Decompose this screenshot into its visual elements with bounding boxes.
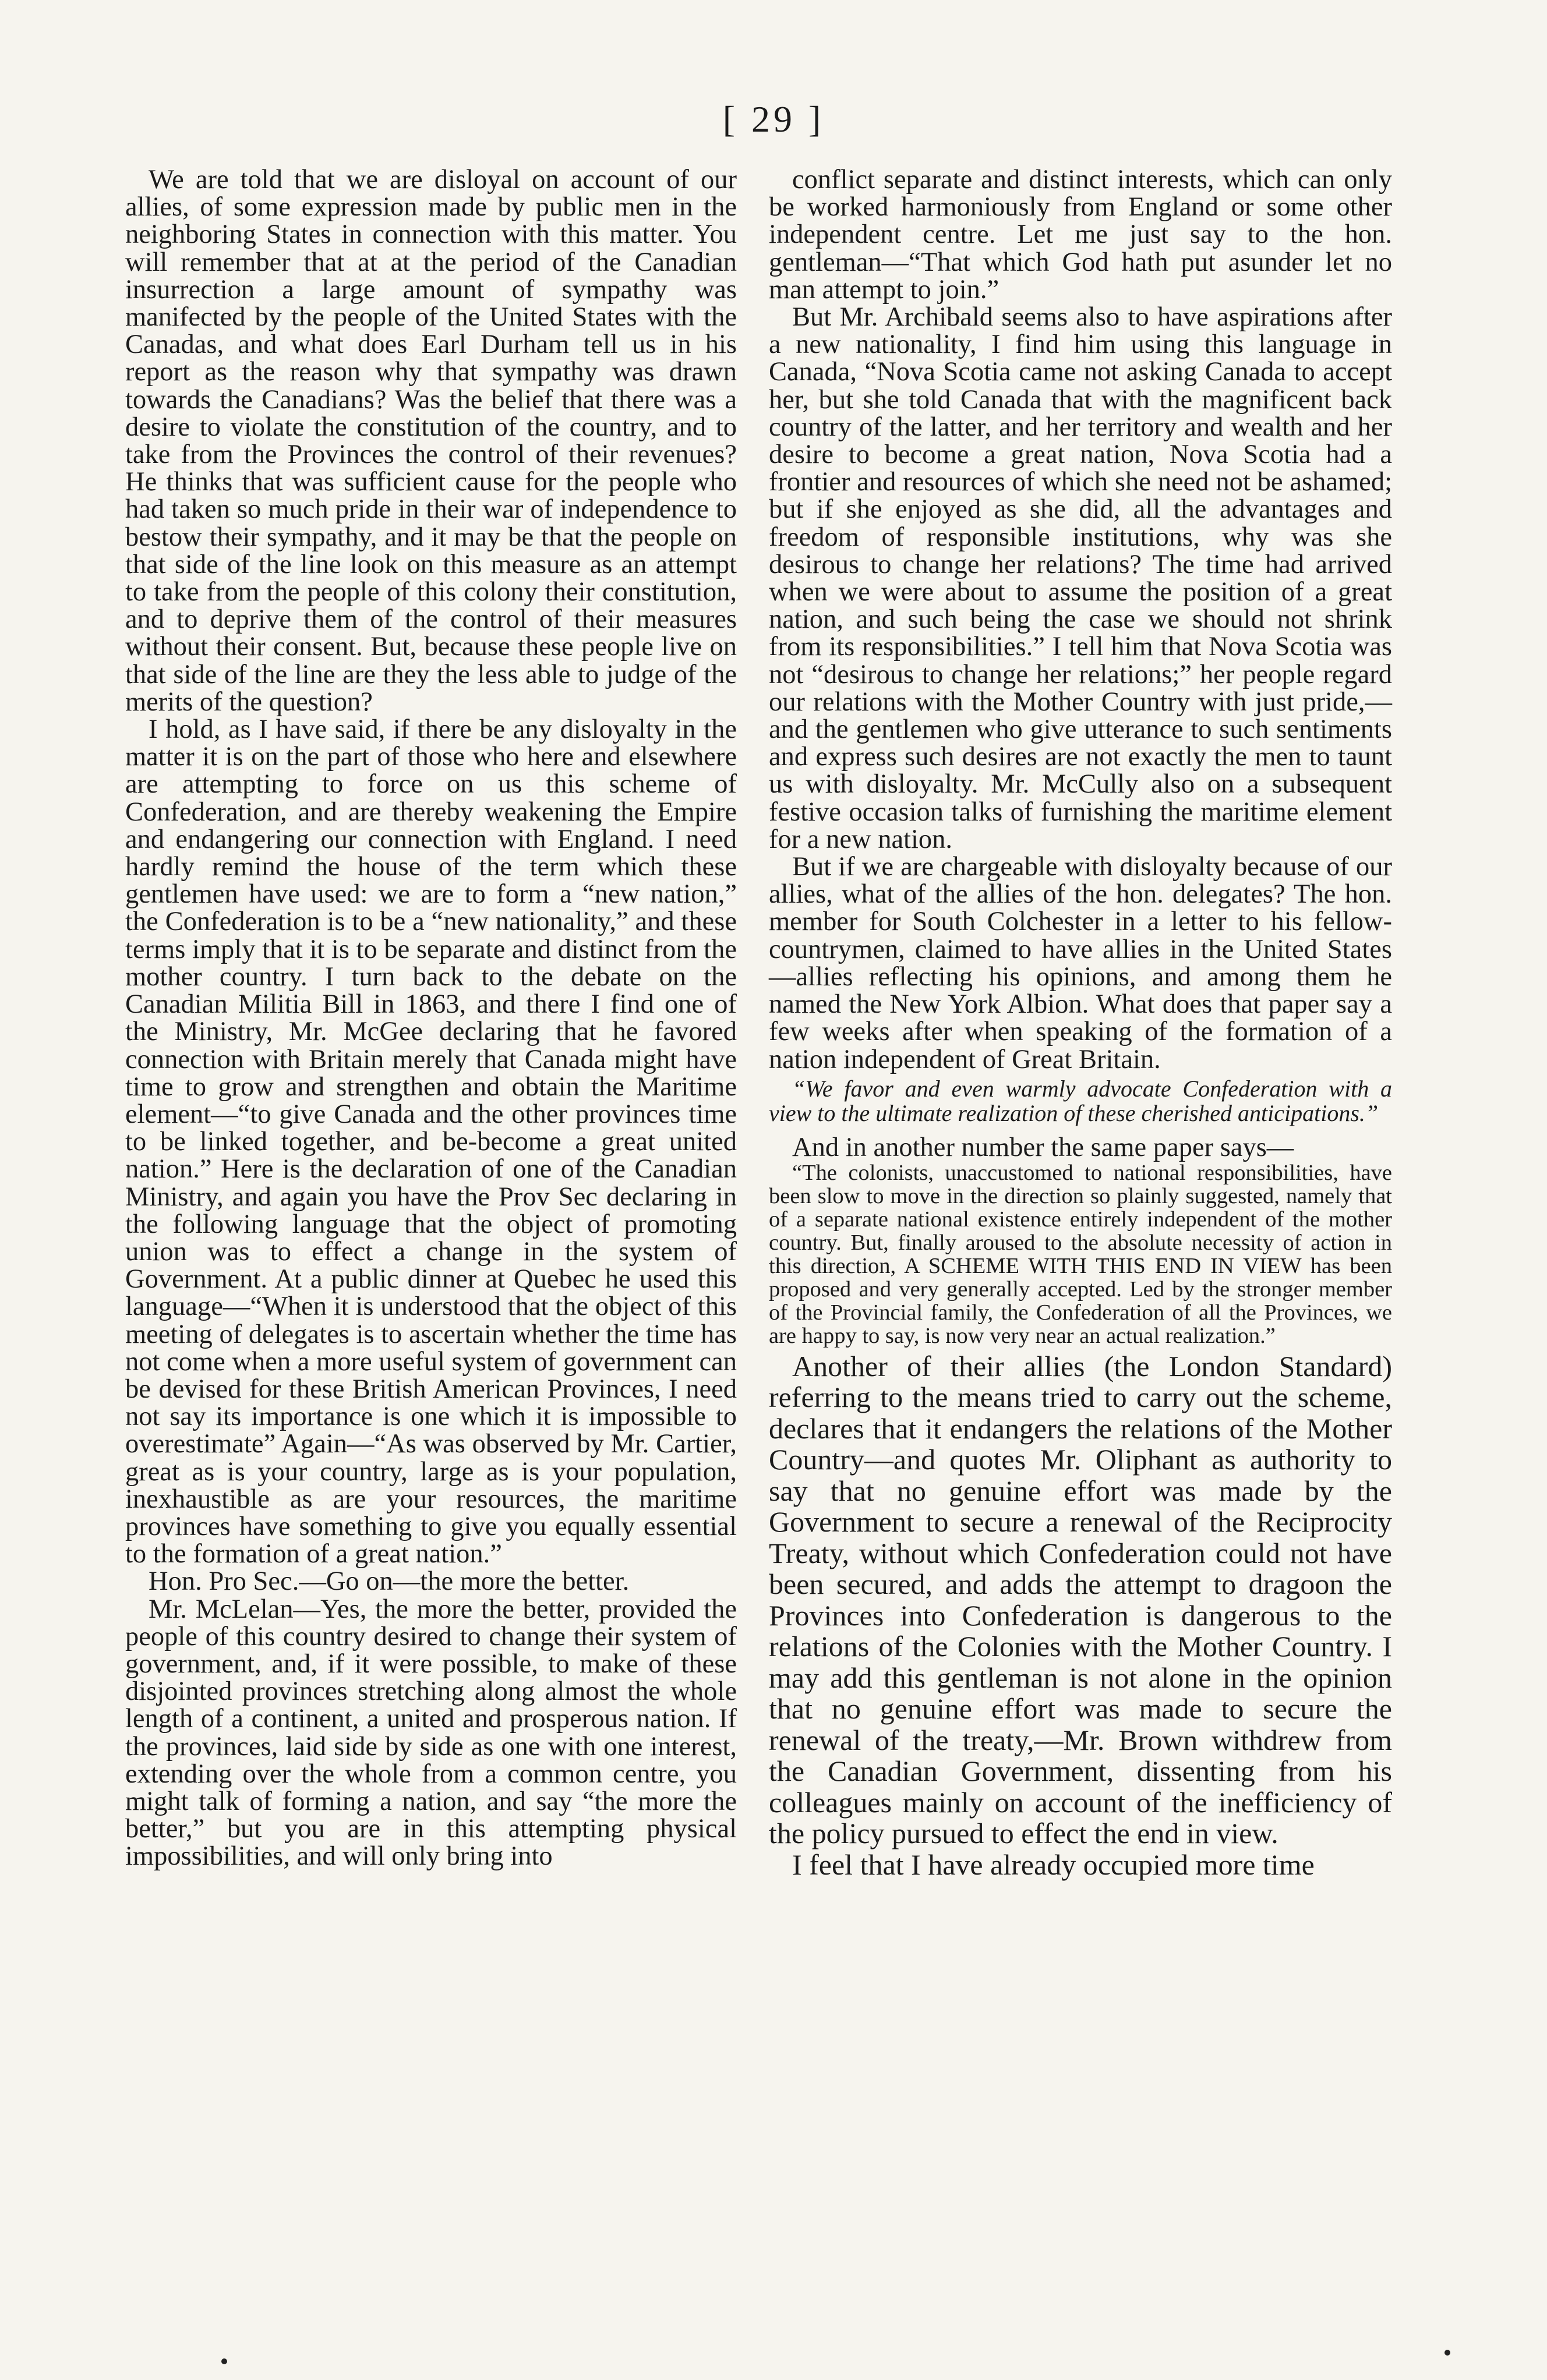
paragraph: We are told that we are disloyal on account of our allies, of some expression made by public men in the neighboring States in connection with this matter. You will remember that at at the period of the Canadian insurrection a large amount of sympathy was manifected by the people of the United States with the Canadas, and what does Earl Durham tell us in his report as the reason why that sympathy was drawn towards the Canadians? Was the belief that there was a desire to violate the constitution of the country, and to take from the Provinces the control of their revenues? He thinks that was sufficient cause for the people who had taken so much pride in their war of independence to bestow their sympathy, and it may be that the people on that side of the line look on this measure as an attempt to take from the people of this colony their constitution, and to deprive them of the control of their measures without their consent. But, because these people live on that side of the line are they the less able to judge of the merits of the question? <box>125 165 737 717</box>
paragraph: Hon. Pro Sec.—Go on—the more the better. <box>149 1566 630 1597</box>
left-column <box>125 166 737 1870</box>
paragraph: I feel that I have already occupied more time <box>792 1848 1315 1881</box>
ink-dot <box>1444 2350 1450 2356</box>
right-column <box>769 166 1392 1880</box>
paragraph: But if we are chargeable with disloyalty because of our allies, what of the allies of the hon. delegates? The hon. member for South Colchester in a letter to his fellow-countrymen, claimed to have allies in the United States—allies reflecting his opinions, and among them he named the New York Albion. What does that paper say a few weeks after when speaking of the formation of a nation independent of Great Britain. <box>769 852 1392 1074</box>
paragraph: Another of their allies (the London Standard) referring to the means tried to carry out the scheme, declares that it endangers the relations of the Mother Country—and quotes Mr. Oliphant as authority to say that no genuine effort was made by the Government to secure a renewal of the Reciprocity Treaty, without which Confederation could not have been secured, and adds the attempt to dragoon the Provinces into Confederation is dangerous to the relations of the Colonies with the Mother Country. I may add this gentleman is not alone in the opinion that no genuine effort was made to secure the renewal of the treaty,—Mr. Brown withdrew from the Canadian Government, dissenting from his colleagues mainly on account of the inefficiency of the policy pursued to effect the end in view. <box>769 1349 1392 1850</box>
paragraph: Mr. McLelan—Yes, the more the better, provided the people of this country desired to change their system of government, and, if it were possible, to make of these disjointed provinces stretching along almost the whole length of a continent, a united and prosperous nation. If the provinces, laid side by side as one with one interest, extending over the whole from a common centre, you might talk of forming a nation, and say “the more the better,” but you are in this attempting physical impossibilities, and will only bring into <box>125 1594 737 1872</box>
page-number: [ 29 ] <box>722 98 825 140</box>
paragraph: But Mr. Archibald seems also to have aspirations after a new nationality, I find him using this language in Canada, “Nova Scotia came not asking Canada to accept her, but she told Canada that with the magnificent back country of the latter, and her territory and wealth and her desire to become a great nation, Nova Scotia had a frontier and resources of which she need not be ashamed; but if she enjoyed as she did, all the advantages and freedom of responsible institutions, why was she desirous to change her relations? The time had arrived when we were about to assume the position of a great nation, and such being the case we should not shrink from its responsibilities.” I tell him that Nova Scotia was not “desirous to change her relations;” her people regard our relations with the Mother Country with just pride,—and the gentlemen who give utterance to such sentiments and express such desires are not exactly the men to taunt us with disloyalty. Mr. McCully also on a subsequent festive occasion talks of furnishing the maritime element for a new nation. <box>769 302 1392 854</box>
paragraph: conflict separate and distinct interests, which can only be worked harmoniously from England or some other independent centre. Let me just say to the hon. gentleman—“That which God hath put asunder let no man attempt to join.” <box>769 165 1392 305</box>
paragraph: And in another number the same paper says— <box>792 1132 1294 1162</box>
paragraph: I hold, as I have said, if there be any disloyalty in the matter it is on the part of those who here and elsewhere are attempting to force on us this scheme of Confederation, and are thereby weakening the Empire and endangering our connection with England. I need hardly remind the house of the term which these gentlemen have used: we are to form a “new nation,” the Confederation is to be a “new nationality,” and these terms imply that it is to be separate and distinct from the mother country. I turn back to the debate on the Canadian Militia Bill in 1863, and there I find one of the Ministry, Mr. McGee declaring that he favored connection with Britain merely that Canada might have time to grow and strengthen and obtain the Maritime element—“to give Canada and the other provinces time to be linked together, and be-become a great united nation.” Here is the declaration of one of the Canadian Ministry, and again you have the Prov Sec declaring in the following language that the object of promoting union was to effect a change in the system of Government. At a public dinner at Quebec he used this language—“When it is understood that the object of this meeting of delegates is to ascertain whether the time has not come when a more useful system of government can be devised for these British American Provinces, I need not say its importance is one which it is impossible to overestimate” Again—“As was observed by Mr. Cartier, great as is your country, large as is your population, inexhaustible as are your resources, the maritime provinces have something to give you equally essential to the formation of a great nation.” <box>125 715 737 1569</box>
quotation-block: “The colonists, unaccustomed to national responsibilities, have been slow to move in the direction so plainly suggested, namely that of a separate national existence entirely independent of the mother country. But, finally aroused to the absolute necessity of action in this direction, A SCHEME WITH THIS END IN VIEW has been proposed and very generally accepted. Led by the stronger member of the Provincial family, the Confederation of all the Provinces, we are happy to say, is now very near an actual realization.” <box>769 1160 1392 1348</box>
ink-dot <box>221 2358 227 2364</box>
quotation: “We favor and even warmly advocate Confederation with a view to the ultimate realization of these cherished anticipations.” <box>769 1075 1392 1126</box>
